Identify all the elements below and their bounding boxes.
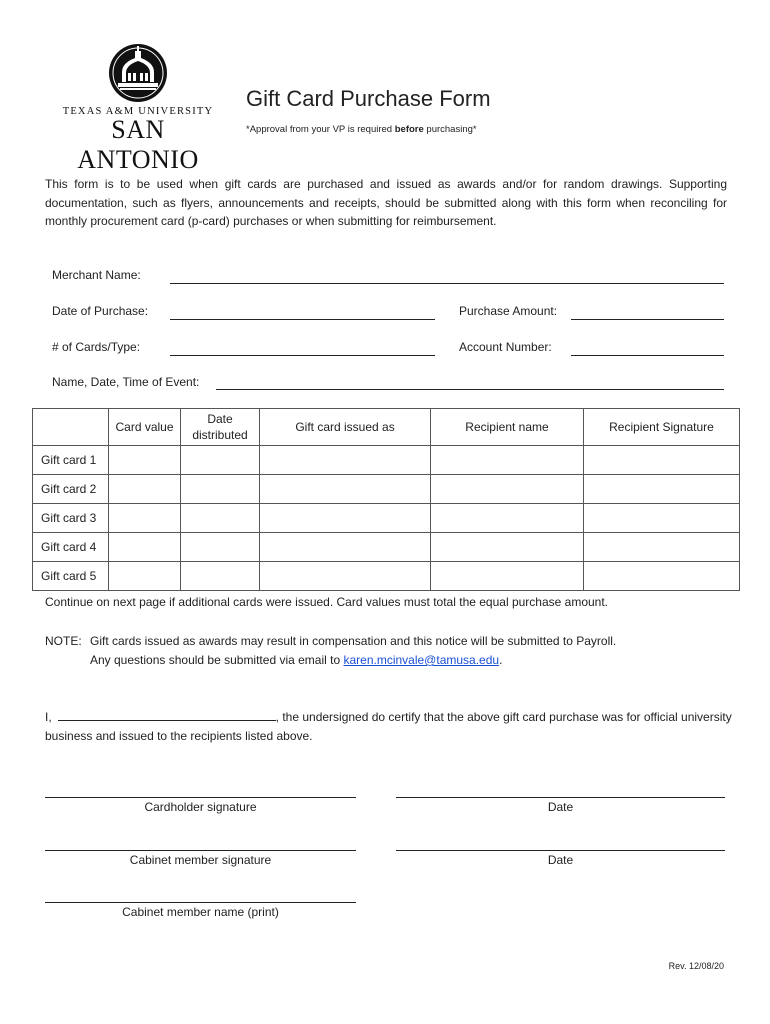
date-line-2[interactable] — [396, 850, 725, 851]
row-label: Gift card 3 — [33, 504, 109, 533]
account-number-label: Account Number: — [459, 340, 552, 354]
contact-email-link[interactable]: karen.mcinvale@tamusa.edu — [343, 653, 500, 667]
recipient-name-cell[interactable] — [431, 533, 584, 562]
date-of-purchase-field[interactable] — [170, 319, 435, 320]
header-card-value: Card value — [109, 409, 181, 446]
table-row — [33, 446, 740, 475]
date-label-2: Date — [547, 853, 574, 867]
header-gift-card-issued-as: Gift card issued as — [260, 409, 431, 446]
logo-campus-name: SAN ANTONIO — [77, 115, 199, 174]
cabinet-name-line[interactable] — [45, 902, 356, 903]
merchant-name-field[interactable] — [170, 283, 724, 284]
university-seal-logo — [108, 42, 168, 104]
certify-pre: I, — [45, 710, 52, 724]
certification-statement — [45, 707, 735, 745]
date-of-purchase-label: Date of Purchase: — [52, 304, 149, 318]
purchase-amount-field[interactable] — [571, 319, 724, 320]
certify-name-field[interactable] — [58, 707, 276, 721]
recipient-name-cell[interactable] — [431, 504, 584, 533]
date-distributed-cell[interactable] — [181, 504, 260, 533]
header-date-distributed: Date distributed — [181, 409, 260, 446]
merchant-name-label: Merchant Name: — [52, 268, 141, 282]
cards-type-field[interactable] — [170, 355, 435, 356]
header-recipient-signature: Recipient Signature — [584, 409, 740, 446]
table-row — [33, 562, 740, 591]
certify-post: , the undersigned do certify that the above gift card purchase was for official university business and issued to the recipients listed above. — [45, 710, 732, 743]
row-label: Gift card 5 — [33, 562, 109, 591]
row-label: Gift card 1 — [33, 446, 109, 475]
card-value-cell[interactable] — [109, 562, 181, 591]
recipient-name-cell[interactable] — [431, 446, 584, 475]
issued-as-cell[interactable] — [260, 533, 431, 562]
issued-as-cell[interactable] — [260, 446, 431, 475]
header-blank — [33, 409, 109, 446]
issued-as-cell[interactable] — [260, 504, 431, 533]
cardholder-signature-label: Cardholder signature — [144, 800, 257, 814]
card-value-cell[interactable] — [109, 533, 181, 562]
approval-note — [246, 124, 477, 135]
date-label-1: Date — [547, 800, 574, 814]
recipient-signature-cell[interactable] — [584, 475, 740, 504]
logo-university-name: TEXAS A&M UNIVERSITY — [62, 106, 214, 117]
cabinet-signature-label: Cabinet member signature — [129, 853, 272, 867]
issued-as-cell[interactable] — [260, 475, 431, 504]
recipient-signature-cell[interactable] — [584, 504, 740, 533]
account-number-field[interactable] — [571, 355, 724, 356]
event-field[interactable] — [216, 389, 724, 390]
note-line1: Gift cards issued as awards may result in compensation and this notice will be submitted to Payroll. — [90, 634, 617, 648]
purchase-amount-label: Purchase Amount: — [459, 304, 558, 318]
note-label: NOTE: — [45, 634, 82, 648]
recipient-name-cell[interactable] — [431, 562, 584, 591]
table-header-row — [33, 409, 740, 446]
cards-type-label: # of Cards/Type: — [52, 340, 141, 354]
header-recipient-name: Recipient name — [431, 409, 584, 446]
note-line2: Any questions should be submitted via email to — [90, 653, 344, 667]
form-title: Gift Card Purchase Form — [246, 86, 491, 111]
note-line2-end: . — [499, 653, 503, 667]
cabinet-name-label: Cabinet member name (print) — [122, 905, 279, 919]
intro-paragraph: This form is to be used when gift cards are purchased and issued as awards and/or for random drawings. Supporting documentation, such as flyers, announcements and receipts, should be submitted along with this form when reconciling for monthly procurement card (p-card) purchases or when submitting for reimbursement. — [45, 177, 727, 228]
payroll-note — [45, 632, 616, 670]
approval-note-post: purchasing* — [423, 124, 477, 135]
table-row — [33, 504, 740, 533]
issued-as-cell[interactable] — [260, 562, 431, 591]
row-label: Gift card 2 — [33, 475, 109, 504]
date-line-1[interactable] — [396, 797, 725, 798]
recipient-name-cell[interactable] — [431, 475, 584, 504]
recipient-signature-cell[interactable] — [584, 533, 740, 562]
row-label: Gift card 4 — [33, 533, 109, 562]
approval-note-bold: before — [394, 124, 424, 135]
recipient-signature-cell[interactable] — [584, 446, 740, 475]
card-value-cell[interactable] — [109, 504, 181, 533]
date-distributed-cell[interactable] — [181, 475, 260, 504]
card-value-cell[interactable] — [109, 446, 181, 475]
card-value-cell[interactable] — [109, 475, 181, 504]
cabinet-signature-line[interactable] — [45, 850, 356, 851]
date-distributed-cell[interactable] — [181, 533, 260, 562]
table-row — [33, 475, 740, 504]
continue-note: Continue on next page if additional cards were issued. Card values must total the equal purchase amount. — [45, 595, 609, 609]
cardholder-signature-line[interactable] — [45, 797, 356, 798]
date-distributed-cell[interactable] — [181, 562, 260, 591]
table-row — [33, 533, 740, 562]
event-label: Name, Date, Time of Event: — [52, 375, 200, 389]
gift-card-table — [32, 408, 740, 591]
date-distributed-cell[interactable] — [181, 446, 260, 475]
revision-date: Rev. 12/08/20 — [668, 961, 724, 971]
recipient-signature-cell[interactable] — [584, 562, 740, 591]
approval-note-pre: *Approval from your VP is required — [246, 124, 395, 135]
